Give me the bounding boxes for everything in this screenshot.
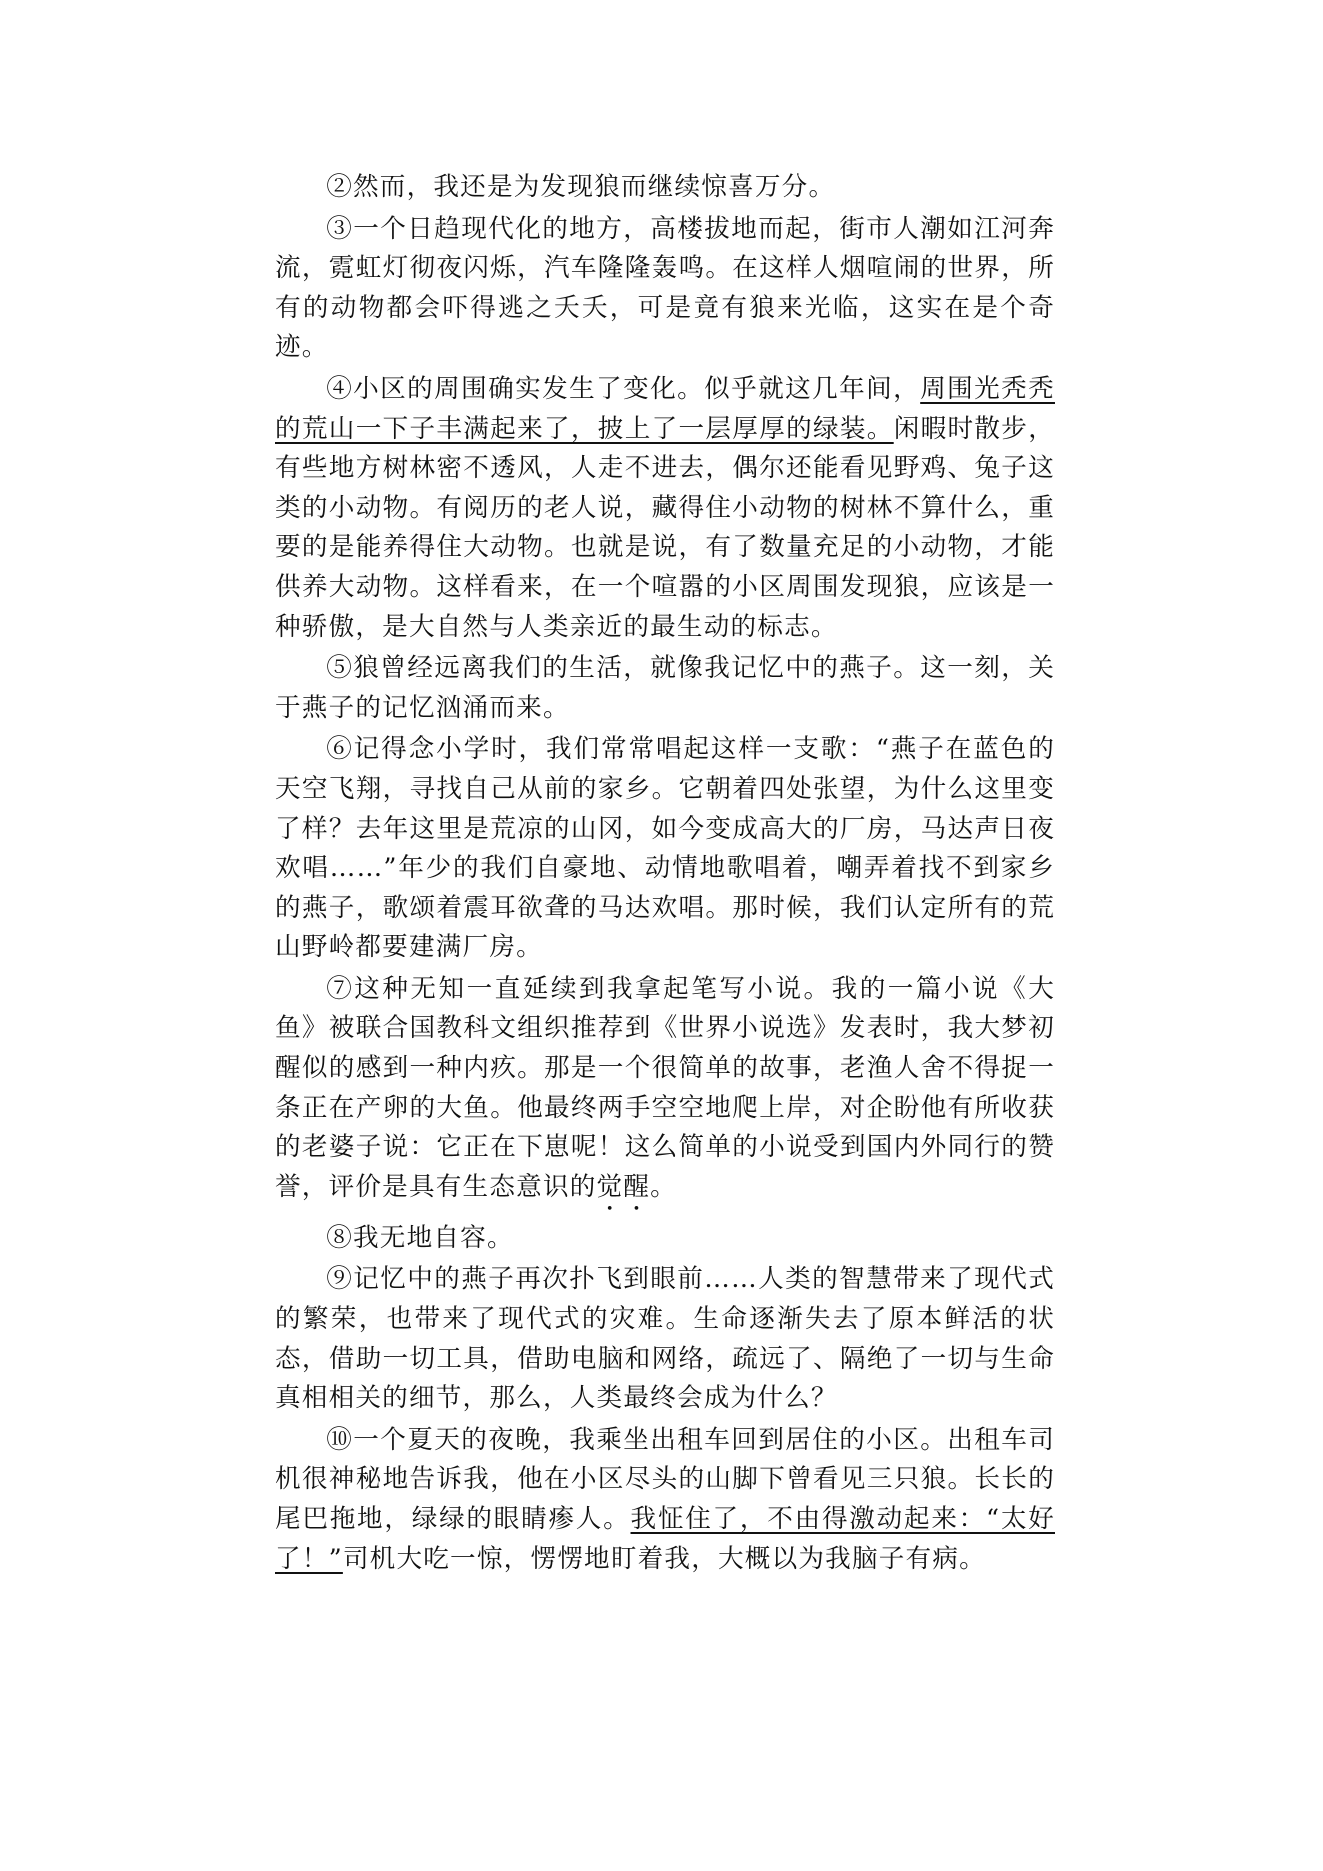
paragraph-text: ⑤狼曾经远离我们的生活，就像我记忆中的燕子。这一刻，关于燕子的记忆汹涌而来。: [275, 653, 1055, 723]
paragraph-9: [275, 1260, 1055, 1418]
paragraph-text: ④小区的周围确实发生了变化。似乎就这几年间，: [326, 373, 921, 404]
paragraph-text: ⑩一个夏天的夜晚，我乘坐出租车回到居住的小区。出租车司机很神秘地告诉我，他在小区尽头的山脚下曾看见三只狼。长长的尾巴拖地，绿绿的眼睛瘆人。: [275, 1424, 1055, 1534]
paragraph-text: ⑥记得念小学时，我们常常唱起这样一支歌：“燕子在蓝色的天空飞翔，寻找自己从前的家乡。它朝着四处张望，为什么这里变了样？去年这里是荒凉的山冈，如今变成高大的厂房，马达声日夜欢唱……”年少的我们自豪地、动情地歌唱着，嘲弄着找不到家乡的燕子，歌颂着震耳欲聋的马达欢唱。那时候，我们认定所有的荒山野岭都要建满厂房。: [275, 734, 1055, 963]
underlined-sentence: 我怔住了，不由得激动起来：“太好了！”: [275, 1504, 1055, 1574]
paragraph-text: 闲暇时散步，有些地方树林密不透风，人走不进去，偶尔还能看见野鸡、兔子这类的小动物。有阅历的老人说，藏得住小动物的树林不算什么，重要的是能养得住大动物。也就是说，有了数量充足的小动物，才能供养大动物。这样看来，在一个喧嚣的小区周围发现狼，应该是一种骄傲，是大自然与人类亲近的最生动的标志。: [275, 413, 1055, 642]
paragraph-2: [275, 168, 1055, 208]
paragraph-10: [275, 1421, 1055, 1579]
underlined-sentence: 周围光秃秃的荒山一下子丰满起来了，披上了一层厚厚的绿装。: [275, 373, 1055, 444]
paragraph-text: ⑨记忆中的燕子再次扑飞到眼前……人类的智慧带来了现代式的繁荣，也带来了现代式的灾难。生命逐渐失去了原本鲜活的状态，借助一切工具，借助电脑和网络，疏远了、隔绝了一切与生命真相相关的细节，那么，人类最终会成为什么？: [275, 1264, 1055, 1414]
paragraph-5: [275, 649, 1055, 728]
paragraph-7: [275, 970, 1055, 1217]
paragraph-8: [275, 1219, 1055, 1259]
paragraph-6: [275, 730, 1055, 968]
paragraph-text: 司机大吃一惊，愣愣地盯着我，大概以为我脑子有病。: [342, 1543, 986, 1574]
paragraph-text: 。: [650, 1171, 677, 1202]
paragraph-3: [275, 210, 1055, 368]
paragraph-text: ⑦这种无知一直延续到我拿起笔写小说。我的一篇小说《大鱼》被联合国教科文组织推荐到《世界小说选》发表时，我大梦初醒似的感到一种内疚。那是一个很简单的故事，老渔人舍不得捉一条正在产卵的大鱼。他最终两手空空地爬上岸，对企盼他有所收获的老婆子说：它正在下崽呢！这么简单的小说受到国内外同行的赞誉，评价是具有生态意识的: [275, 973, 1055, 1202]
paragraph-text: ⑧我无地自容。: [326, 1222, 514, 1253]
emphasis-dotted-word: 觉醒: [596, 1171, 651, 1202]
paragraph-4: [275, 370, 1055, 647]
paragraph-text: ③一个日趋现代化的地方，高楼拔地而起，街市人潮如江河奔流，霓虹灯彻夜闪烁，汽车隆隆轰鸣。在这样人烟喧闹的世界，所有的动物都会吓得逃之夭夭，可是竟有狼来光临，这实在是个奇迹。: [275, 213, 1055, 363]
article-body: [275, 168, 1055, 1579]
paragraph-text: ②然而，我还是为发现狼而继续惊喜万分。: [326, 172, 836, 202]
